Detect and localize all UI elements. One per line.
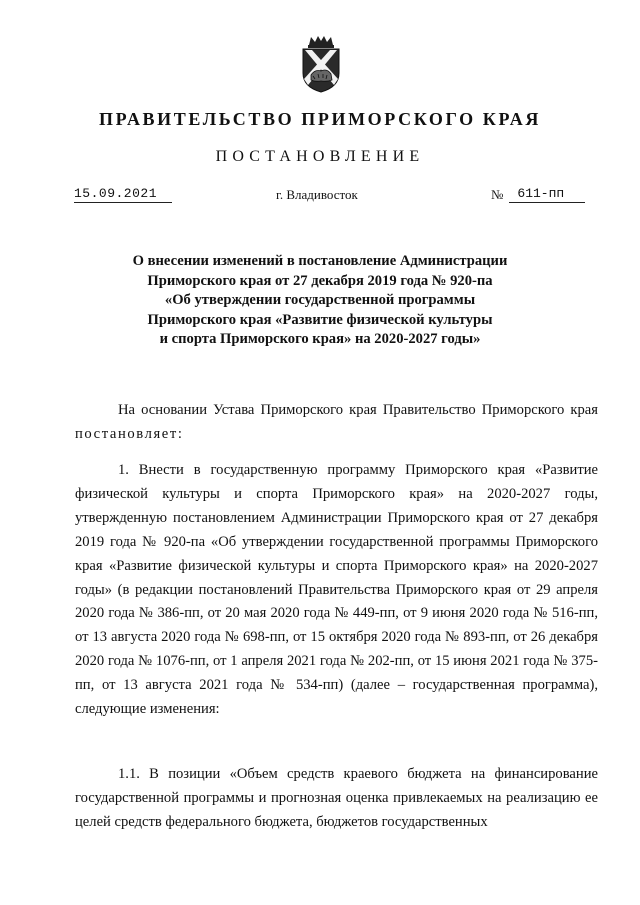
preamble-paragraph	[75, 399, 598, 447]
document-meta	[0, 186, 640, 208]
document-kind: ПОСТАНОВЛЕНИЕ	[215, 148, 425, 165]
item-1-paragraph: 1. Внести в государственную программу Приморского края «Развитие физической культуры и спорта Приморского края» на 2020-2027 годы, утвержденную постановлением Администрации Приморского края от 27 декабря 2019 года № 920-па «Об утверждении государственной программы Приморского края «Развитие физической культуры и спорта Приморского края» на 2020-2027 годы» (в редакции постановлений Правительства Приморского края от 29 апреля 2020 года № 386-пп, от 20 мая 2020 года № 449-пп, от 9 июня 2020 года № 516-пп, от 13 августа 2020 года № 698-пп, от 15 октября 2020 года № 893-пп, от 26 декабря 2020 года № 1076-пп, от 1 апреля 2021 года № 202-пп, от 15 июня 2021 года № 375-пп, от 13 августа 2021 года № 534-пп) (далее – государственная программа), следующие изменения:	[75, 462, 598, 718]
document-date: 15.09.2021	[74, 186, 172, 203]
subject-line: и спорта Приморского края» на 2020-2027 годы»	[159, 331, 481, 347]
preamble-verb: постановляет	[75, 425, 178, 442]
subject-line: О внесении изменений в постановление Администрации	[132, 253, 508, 269]
preamble-text: На основании Устава Приморского края Правительство Приморского края	[118, 402, 598, 418]
number-value: 611-пп	[509, 186, 585, 203]
preamble-end: :	[177, 425, 182, 442]
document-number	[491, 186, 585, 203]
government-title: ПРАВИТЕЛЬСТВО ПРИМОРСКОГО КРАЯ	[99, 109, 541, 129]
number-sign: №	[491, 187, 504, 202]
coat-of-arms-icon	[299, 35, 343, 93]
document-city: г. Владивосток	[276, 187, 358, 202]
subject-line: Приморского края «Развитие физической культуры	[147, 311, 493, 328]
subject-line: «Об утверждении государственной программы	[164, 292, 476, 308]
document-subject	[100, 252, 540, 350]
subject-line: Приморского края от 27 декабря 2019 года № 920-па	[147, 272, 493, 289]
item-1-1-paragraph: 1.1. В позиции «Объем средств краевого бюджета на финансирование государственной программы и прогнозная оценка привлекаемых на реализацию ее целей средств федерального бюджета, бюджетов государственных	[75, 766, 598, 830]
